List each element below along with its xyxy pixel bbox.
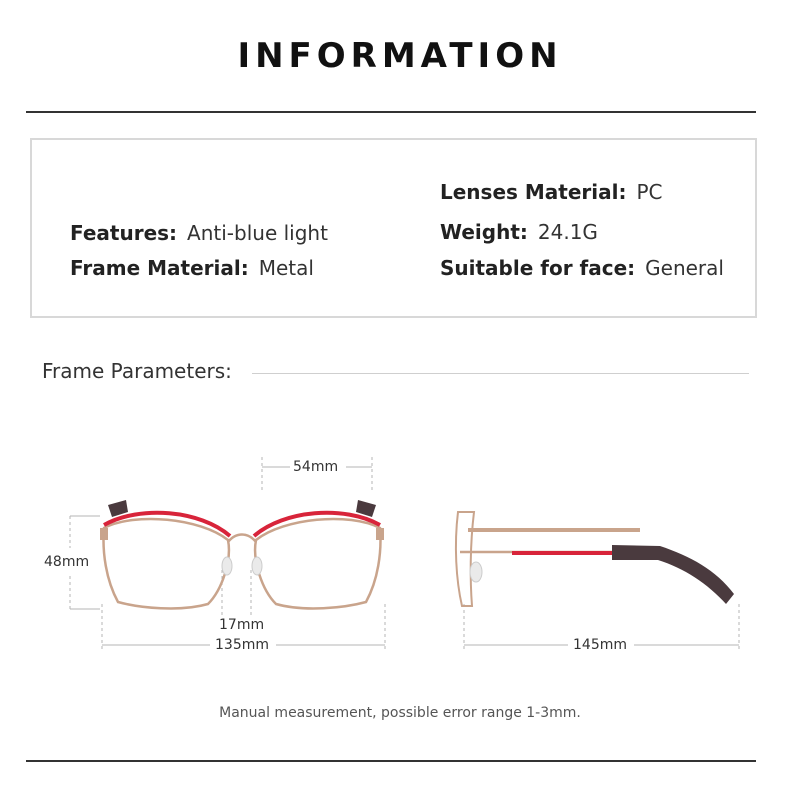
frame-parameters-divider bbox=[252, 373, 749, 374]
spec-value: Metal bbox=[258, 256, 314, 280]
spec-features bbox=[70, 221, 328, 245]
spec-value: 24.1G bbox=[537, 220, 598, 244]
spec-value: Anti-blue light bbox=[187, 221, 328, 245]
bridge-width-label: 17mm bbox=[219, 617, 265, 633]
page-title: INFORMATION bbox=[237, 36, 563, 76]
spec-label: Frame Material: bbox=[70, 256, 249, 280]
spec-label: Suitable for face: bbox=[440, 256, 636, 280]
measurement-note: Manual measurement, possible error range 1-3mm. bbox=[219, 705, 581, 721]
spec-suitable-face bbox=[440, 256, 724, 280]
frame-width-label: 135mm bbox=[215, 637, 269, 653]
spec-label: Features: bbox=[70, 221, 178, 245]
frame-parameters-label: Frame Parameters: bbox=[42, 359, 232, 383]
spec-frame-material bbox=[70, 256, 314, 280]
spec-value: PC bbox=[636, 180, 663, 204]
spec-value: General bbox=[645, 256, 724, 280]
header-divider bbox=[26, 111, 756, 113]
lens-height-label: 48mm bbox=[44, 554, 90, 570]
footer-divider bbox=[26, 760, 756, 762]
spec-label: Weight: bbox=[440, 220, 528, 244]
spec-label: Lenses Material: bbox=[440, 180, 627, 204]
temple-length-label: 145mm bbox=[573, 637, 627, 653]
spec-lenses-material bbox=[440, 180, 663, 204]
glasses-side-illustration bbox=[440, 490, 760, 660]
glasses-front-illustration bbox=[0, 440, 400, 660]
spec-weight bbox=[440, 220, 598, 244]
lens-width-label: 54mm bbox=[293, 459, 339, 475]
